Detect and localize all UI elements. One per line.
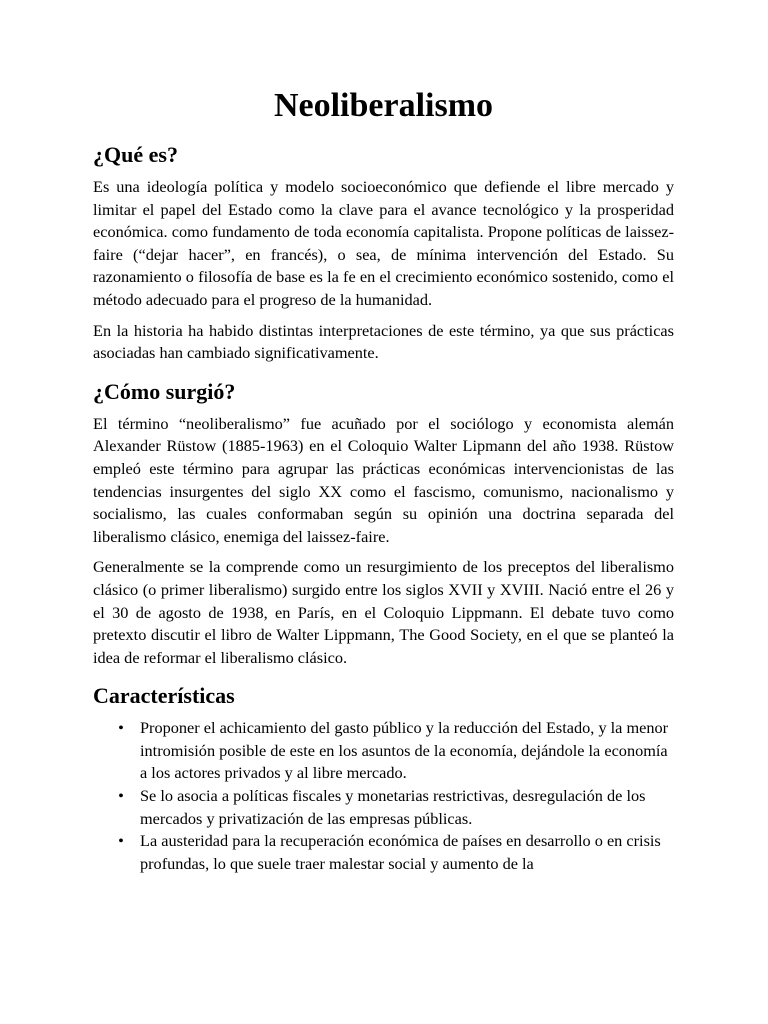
list-item-text: La austeridad para la recuperación económica de países en desarrollo o en crisis profundas, lo que suele traer malestar social y aumento de la [140, 831, 661, 873]
paragraph: El término “neoliberalismo” fue acuñado por el sociólogo y economista alemán Alexander Rüstow (1885-1963) en el Coloquio Walter Lipmann del año 1938. Rüstow empleó este término para agrupar las prácticas económicas intervencionistas de las tendencias insurgentes del siglo XX como el fascismo, comunismo, nacionalismo y socialismo, las cuales conformaban según su opinión una doctrina separada del liberalismo clásico, enemiga del laissez-faire. [93, 413, 674, 546]
bullet-icon: • [118, 718, 124, 738]
list-item [93, 830, 674, 875]
characteristics-list [93, 717, 674, 875]
section-heading-que-es: ¿Qué es? [93, 142, 178, 167]
list-item-text: Se lo asocia a políticas fiscales y monetarias restrictivas, desregulación de los mercados y privatización de las empresas públicas. [140, 786, 646, 828]
bullet-icon: • [118, 786, 124, 806]
bullet-icon: • [118, 831, 124, 851]
paragraph: En la historia ha habido distintas interpretaciones de este término, ya que sus prácticas asociadas han cambiado significativamente. [93, 320, 674, 363]
paragraph: Es una ideología política y modelo socioeconómico que defiende el libre mercado y limitar el papel del Estado como la clave para el avance tecnológico y la prosperidad económica. como fundamento de toda economía capitalista. Propone políticas de laissez-faire (“dejar hacer”, en francés), o sea, de mínima intervención del Estado. Su razonamiento o filosofía de base es la fe en el crecimiento económico sostenido, como el método adecuado para el progreso de la humanidad. [93, 177, 674, 309]
list-item [93, 785, 674, 830]
section-heading-como-surgio: ¿Cómo surgió? [93, 378, 236, 404]
paragraph: Generalmente se la comprende como un resurgimiento de los preceptos del liberalismo clásico (o primer liberalismo) surgido entre los siglos XVII y XVIII. Nació entre el 26 y el 30 de agosto de 1938, en París, en el Coloquio Lippmann. El debate tuvo como pretexto discutir el libro de Walter Lippmann, The Good Society, en el que se planteó la idea de reformar el liberalismo clásico. [93, 557, 674, 667]
list-item-text: Proponer el achicamiento del gasto público y la reducción del Estado, y la menor intromisión posible de este en los asuntos de la economía, dejándole la economía a los actores privados y al libre mercado. [140, 718, 669, 783]
document-title: Neoliberalismo [273, 87, 494, 124]
section-heading-caracteristicas: Características [93, 683, 235, 709]
list-item [93, 717, 674, 785]
